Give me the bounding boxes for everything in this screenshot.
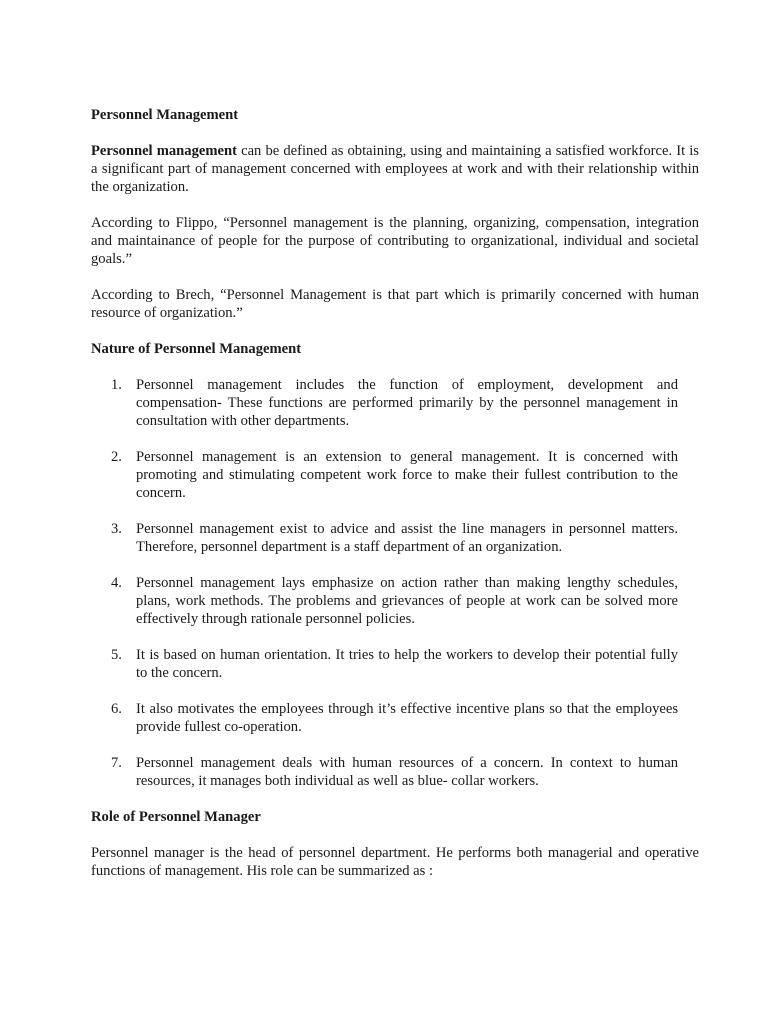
- list-text: Personnel management lays emphasize on action rather than making lengthy schedules, plans, work methods. The problems and grievances of people at work can be solved more effectively through rationale personnel policies.: [136, 575, 678, 627]
- role-heading: Role of Personnel Manager: [91, 809, 261, 825]
- list-number: 7.: [111, 755, 122, 771]
- list-item: [91, 574, 699, 628]
- list-item: [91, 448, 699, 502]
- nature-heading: Nature of Personnel Management: [91, 341, 302, 357]
- intro-paragraph: [91, 142, 699, 196]
- role-paragraph: Personnel manager is the head of personnel department. He performs both managerial and operative functions of management. His role can be summarized as :: [91, 845, 699, 879]
- list-number: 5.: [111, 647, 122, 663]
- list-item: [91, 700, 699, 736]
- list-number: 3.: [111, 521, 122, 537]
- brech-definition: According to Brech, “Personnel Management is that part which is primarily concerned with human resource of organization.”: [91, 287, 699, 321]
- list-item: [91, 754, 699, 790]
- list-text: Personnel management deals with human resources of a concern. In context to human resources, it manages both individual as well as blue- collar workers.: [136, 755, 678, 789]
- list-number: 6.: [111, 701, 122, 717]
- list-item: [91, 646, 699, 682]
- list-text: Personnel management is an extension to general management. It is concerned with promoting and stimulating competent work force to make their fullest contribution to the concern.: [136, 449, 678, 501]
- list-item: [91, 520, 699, 556]
- list-text: It also motivates the employees through it’s effective incentive plans so that the employees provide fullest co-operation.: [136, 701, 678, 735]
- list-text: Personnel management includes the function of employment, development and compensation- These functions are performed primarily by the personnel management in consultation with other departments.: [136, 377, 678, 429]
- list-number: 1.: [111, 377, 122, 393]
- list-number: 4.: [111, 575, 122, 591]
- list-number: 2.: [111, 449, 122, 465]
- list-text: Personnel management exist to advice and assist the line managers in personnel matters. Therefore, personnel department is a staff department of an organization.: [136, 521, 678, 555]
- document-body: [91, 106, 699, 880]
- list-text: It is based on human orientation. It tries to help the workers to develop their potential fully to the concern.: [136, 647, 678, 681]
- intro-text: can be defined as obtaining, using and maintaining a satisfied workforce. It is a significant part of management concerned with employees at work and with their relationship within the organization.: [91, 143, 699, 195]
- intro-term: Personnel management: [91, 143, 237, 159]
- flippo-definition: According to Flippo, “Personnel management is the planning, organizing, compensation, integration and maintainance of people for the purpose of contributing to organizational, individual and societal goals.”: [91, 215, 699, 267]
- list-item: [91, 376, 699, 430]
- nature-list: [91, 376, 699, 790]
- page-title: Personnel Management: [91, 107, 239, 123]
